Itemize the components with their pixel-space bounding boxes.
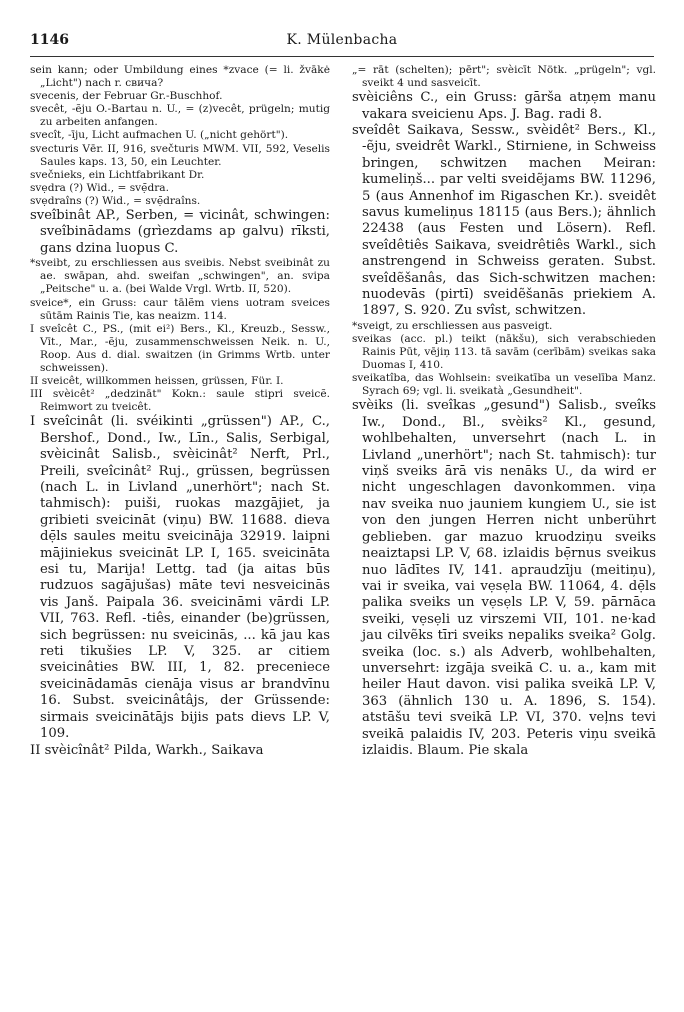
running-title: K. Mülenbacha xyxy=(286,32,398,48)
dictionary-entry: sveîdêt Saikava, Sessw., svèidêt² Bers., Kl., -ẽju, sveidrêt Warkl., Stirniene, in Schweiss bringen, schwitzen machen Meiran: kumeliņš... par velti sveidẽjams BW. 11296, 5 (aus Annenhof im Rigaschen Kr.). sveidêt savus kumeliņus 18115 (aus Bers.); ähnlich 22438 (aus Festen und Lösern). Refl. sveîdêtiês Saikava, sveidrêtiês Warkl., sich anstrengend in Schweiss geraten. Subst. sveîdẽšanâs, das Sich-schwitzen machen: nuodevās (pirtī) sveidẽšanās priekiem A. 1897, S. 920. Zu svîst, schwitzen. xyxy=(352,123,656,319)
dictionary-entry: sein kann; oder Umbildung eines *zvace (= li. žvākė „Licht") nach r. свича? xyxy=(30,64,330,90)
dictionary-entry: svèiciêns C., ein Gruss: gārša atņẹm manu vakara sveicienu Aps. J. Bag. radi 8. xyxy=(352,90,656,122)
dictionary-entry: svèiks (li. sveîkas „gesund") Salisb., sveîks Iw., Dond., Bl., svèiks² Kl., gesund, wohlbehalten, unversehrt (nach L. in Livland „unerhört"; nach St. tahmisch): tur viņš sveiks ārā vis nenāks U., da wird er nicht ungeschlagen davonkommen. viņa nav sveika nuo jauniem kungiem U., sie ist von den jungen Herren nicht unberührt geblieben. gar mazuo kruodziņu sveiks neaiztapsi LP. V, 68. izlaidis bẹ̄rnus sveikus nuo lādītes IV, 141. apraudzīju (meitiņu), vai ir sveika, vai vẹsẹla BW. 11064, 4. dẹ̄ls palika sveiks un vẹsẹls LP. V, 59. pārnāca sveiki, vẹsẹli uz virszemi VII, 101. ne·kad jau cilvẽks tīri sveiks nepaliks sveika² Golg. sveika (loc. s.) als Adverb, wohlbehalten, unversehrt: izgāja sveikā C. u. a., kam mit heiler Haut davon. visi palika sveikā LP. V, 363 (ähnlich 130 u. A. 1896, S. 154). atstāšu tevi sveikā LP. VI, 370. veļns tevi sveikā palaidis IV, 203. Peteris viņu sveikā izlaidis. Blaum. Pie skala xyxy=(352,398,656,758)
dictionary-entry: svecenis, der Februar Gr.-Buschhof. xyxy=(30,90,223,103)
header-rule xyxy=(30,56,654,57)
dictionary-entry: I sveîcinât (li. svéikinti „grüssen") AP., C., Bershof., Dond., Iw., Līn., Salis, Serbigal, svèicinât Salisb., svèicinât² Nerft, Prl., Preili, sveîcinât² Ruj., grüssen, begrüssen (nach L. in Livland „unerhört"; nach St. tahmisch): puiši, ruokas mazgājiet, ja gribieti sveicināt (viņu) BW. 11688. dieva dẹ̄ls saules meitu sveicināja 32919. laipni mājiniekus sveicināt LP. I, 165. sveicināta esi tu, Marija! Lettg. tad (ja aitas būs rudzuos sagājušas) māte tevi nesveicinās vis Janš. Paipala 36. sveicināmi vārdi LP. VII, 763. Refl. -tiês, einander (be)grüssen, sich begrüssen: nu sveicinās, ... kā jau kas reti tikušies LP. V, 325. ar citiem sveicinâties BW. III, 1, 82. preceniece sveicinādamās cienāja visus ar brandvīnu 16. Subst. sveicinâtâjs, der Grüssende: sirmais sveicinātājs bijis pats dievs LP. V, 109. xyxy=(30,414,330,742)
dictionary-entry: sveikatîba, das Wohlsein: sveikatība un veselība Manz. Syrach 69; vgl. li. sveikatà „Gesundheit". xyxy=(352,372,656,398)
dictionary-entry: svẹdraîns (?) Wid., = svẹ̄draîns. xyxy=(30,194,201,207)
dictionary-entry: svẹdra (?) Wid., = svẹ̄dra. xyxy=(30,181,169,194)
dictionary-entry: svečnieks, ein Lichtfabrikant Dr. xyxy=(30,168,205,181)
dictionary-entry: sveikas (acc. pl.) teikt (nākšu), sich verabschieden Rainis Pūt, vējiņ 113. tā savām (cerībām) sveikas saka Duomas I, 410. xyxy=(352,332,656,372)
dictionary-entry: III svèicêt² „dedzināt" Kokn.: saule stipri sveicẽ. Reimwort zu tveicêt. xyxy=(30,388,330,414)
left-column xyxy=(30,64,330,1004)
dictionary-entry: II svèicînât² Pilda, Warkh., Saikava xyxy=(30,742,264,758)
right-column xyxy=(352,64,656,1004)
dictionary-entry: sveice*, ein Gruss: caur tālẽm viens uotram sveices sūtām Rainis Tie, kas neaizm. 114. xyxy=(30,296,330,322)
dictionary-entry: svecturis Vēr. II, 916, svečturis MWM. VII, 592, Veselis Saules kaps. 13, 50, ein Leuchter. xyxy=(30,142,330,168)
dictionary-entry: sveîbinât AP., Serben, = vicinât, schwingen: sveîbinādams (grìezdams ap galvu) rīksti, gans dzina luopus C. xyxy=(30,208,330,256)
dictionary-entry: II sveicêt, willkommen heissen, grüssen, Für. I. xyxy=(30,375,284,388)
page-header xyxy=(30,30,654,52)
dictionary-entry: *sveibt, zu erschliessen aus sveibis. Nebst sveibinât zu ae. swāpan, ahd. sweifan „schwingen", an. svipa „Peitsche" u. a. (bei Walde Vrgl. Wrtb. II, 520). xyxy=(30,257,330,296)
dictionary-entry: svecêt, -ẽju O.-Bartau n. U., = (z)vecêt, prügeln; mutig zu arbeiten anfangen. xyxy=(30,103,330,129)
dictionary-entry: I sveîcêt C., PS., (mit ei²) Bers., Kl., Kreuzb., Sessw., Vīt., Mar., -ẽju, zusammenschweissen Neik. n. U., Roop. Aus d. dial. swaitzen (in Grimms Wrtb. unter schweissen). xyxy=(30,322,330,374)
dictionary-entry: „= rāt (schelten); pērt"; svèicīt Nötk. „prügeln"; vgl. sveikt 4 und sasveicīt. xyxy=(352,64,656,90)
page-number: 1146 xyxy=(30,32,69,48)
dictionary-entry: *sveigt, zu erschliessen aus pasveigt. xyxy=(352,319,553,332)
dictionary-entry: svecît, -īju, Licht aufmachen U. („nicht gehört"). xyxy=(30,129,289,142)
